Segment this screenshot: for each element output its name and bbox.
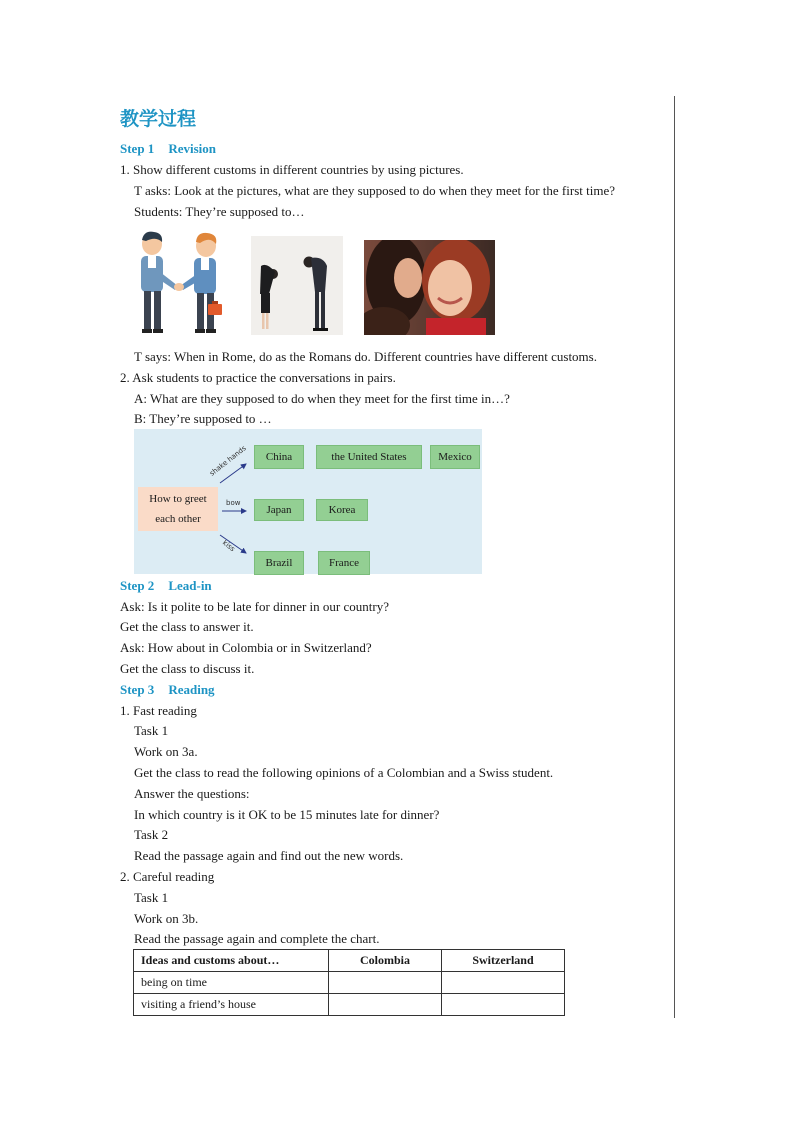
step1-tasks: T asks: Look at the pictures, what are they supposed to do when they meet for the first time? [134,183,615,198]
handshake-picture [134,230,226,335]
step3-task1: Task 1 [134,723,169,738]
step3-complete: Read the passage again and complete the chart. [134,931,380,946]
table-cell [329,994,442,1016]
step2-label: Step 2 [120,578,155,593]
step1-heading [120,141,216,157]
step2-line2: Get the class to answer it. [120,619,254,634]
step2-heading [120,578,212,594]
table-cell [329,972,442,994]
step3-answer: Answer the questions: [134,786,250,801]
step2-line3: Ask: How about in Colombia or in Switzerland? [120,640,372,655]
greeting-diagram [134,429,482,574]
country-box-mexico: Mexico [430,445,480,469]
step1-t-says: T says: When in Rome, do as the Romans do. Different countries have different customs. [134,349,597,364]
step1-name: Revision [168,141,216,156]
country-box-france: France [318,551,370,575]
step3-work3a: Work on 3a. [134,744,198,759]
step1-item1: 1. Show different customs in different countries by using pictures. [120,162,464,177]
step3-task1b: Task 1 [134,890,169,905]
table-cell: visiting a friend’s house [134,994,329,1016]
kiss-picture [364,240,495,335]
bowing-picture [251,236,343,335]
table-header-row [134,950,565,972]
table-header-colombia: Colombia [329,950,442,972]
arrow-label-shake: shake hands [208,444,248,478]
arrow-label-bow: bow [226,499,241,507]
step1-item2: 2. Ask students to practice the conversations in pairs. [120,370,396,385]
arrow-label-kiss: kiss [220,538,237,554]
table-cell [442,972,565,994]
step3-question: In which country is it OK to be 15 minutes late for dinner? [134,807,440,822]
step3-heading [120,682,215,698]
table-cell: being on time [134,972,329,994]
table-header-switzerland: Switzerland [442,950,565,972]
step3-read-again: Read the passage again and find out the new words. [134,848,404,863]
country-box-usa: the United States [316,445,422,469]
step3-get-read: Get the class to read the following opinions of a Colombian and a Swiss student. [134,765,554,780]
step1-line-a: A: What are they supposed to do when they meet for the first time in…? [134,391,510,406]
step2-line1: Ask: Is it polite to be late for dinner in our country? [120,599,389,614]
step3-careful-reading: 2. Careful reading [120,869,215,884]
step3-fast-reading: 1. Fast reading [120,703,197,718]
greet-line2: each other [155,513,201,525]
step3-work3b: Work on 3b. [134,911,199,926]
step1-label: Step 1 [120,141,155,156]
step3-task2: Task 2 [134,827,169,842]
step3-label: Step 3 [120,682,155,697]
step1-line-b: B: They’re supposed to … [134,411,272,426]
step2-name: Lead-in [168,578,212,593]
table-row [134,994,565,1016]
customs-table [133,949,565,1016]
country-box-japan: Japan [254,499,304,521]
country-box-china: China [254,445,304,469]
step3-name: Reading [168,682,215,697]
table-cell [442,994,565,1016]
greet-line1: How to greet [149,493,207,505]
step1-students: Students: They’re supposed to… [134,204,305,219]
table-row [134,972,565,994]
country-box-korea: Korea [316,499,368,521]
page-title: 教学过程 [120,108,197,130]
page-right-rule [674,96,675,1018]
step2-line4: Get the class to discuss it. [120,661,255,676]
country-box-brazil: Brazil [254,551,304,575]
table-header-ideas: Ideas and customs about… [134,950,329,972]
